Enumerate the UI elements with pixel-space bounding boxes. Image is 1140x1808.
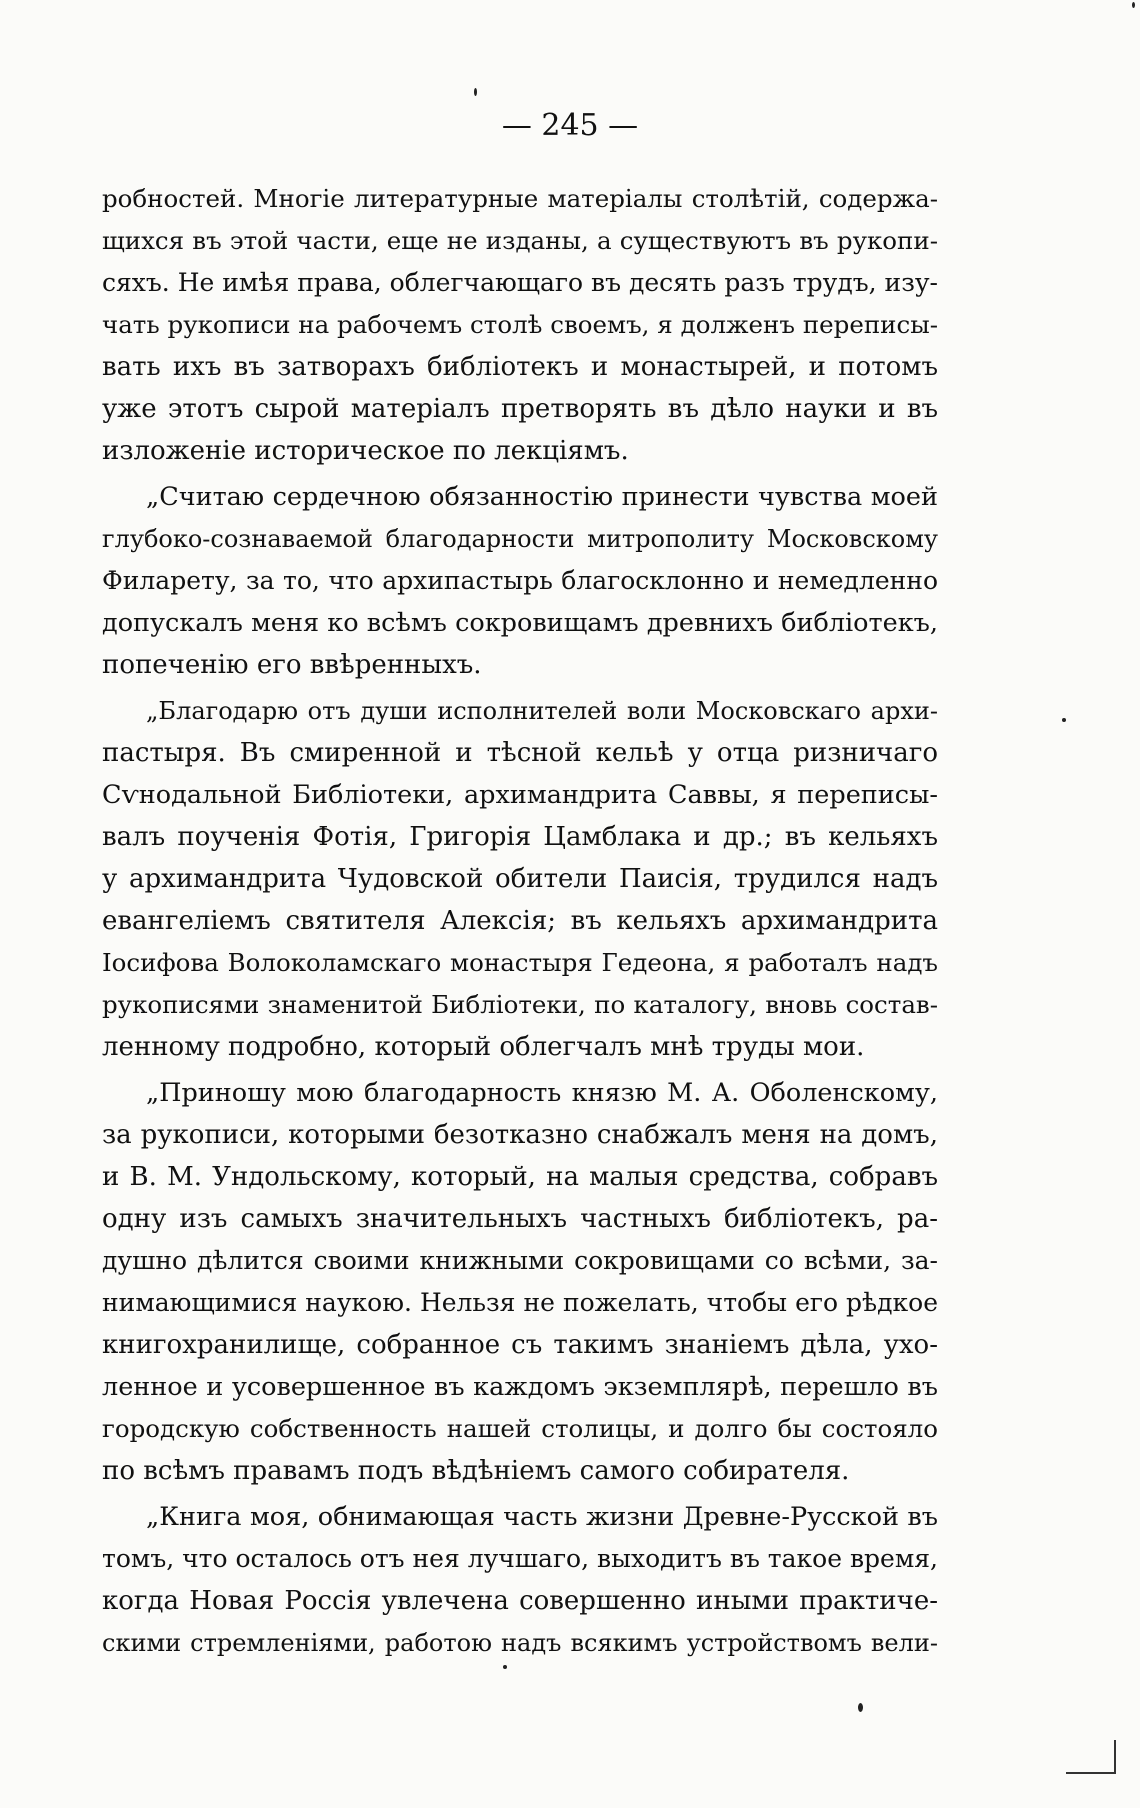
text-line: робностей. Многіе литературные матеріалы столѣтій, содержа-: [102, 184, 938, 213]
text-line: томъ, что осталось отъ нея лучшаго, выходитъ въ такое время,: [102, 1544, 938, 1573]
text-line: скими стремленіями, работою надъ всякимъ устройствомъ вели-: [102, 1629, 938, 1657]
text-line: щихся въ этой части, еще не изданы, а существуютъ въ рукопи-: [102, 226, 938, 255]
text-line: валъ поученія Фотія, Григорія Цамблака и др.; въ кельяхъ: [102, 822, 938, 852]
text-line: книгохранилище, собранное съ такимъ знаніемъ дѣла, ухо-: [102, 1330, 938, 1360]
text-line: Филарету, за то, что архипастырь благосклонно и немедленно: [102, 566, 938, 595]
paragraph-4: [102, 1072, 938, 1492]
scan-speck: [858, 1703, 863, 1712]
crop-mark: [1066, 1772, 1116, 1774]
paragraph-5: [102, 1496, 938, 1664]
text-line: попеченію его ввѣренныхъ.: [102, 650, 482, 680]
scan-speck: [1062, 718, 1066, 722]
text-line: евангеліемъ святителя Алексія; въ кельяхъ архимандрита: [102, 906, 938, 936]
scan-speck: [503, 1665, 507, 1669]
scan-speck: [474, 88, 477, 96]
text-line: сяхъ. Не имѣя права, облегчающаго въ десять разъ трудъ, изу-: [102, 268, 938, 297]
text-line: ленное и усовершенное въ каждомъ экземплярѣ, перешло въ: [102, 1372, 938, 1402]
text-line: когда Новая Россія увлечена совершенно иными практиче-: [102, 1586, 938, 1616]
text-line: чать рукописи на рабочемъ столѣ своемъ, я долженъ переписы-: [102, 310, 938, 339]
text-line: нимающимися наукою. Нельзя не пожелать, чтобы его рѣдкое: [102, 1288, 938, 1317]
text-line: за рукописи, которыми безотказно снабжалъ меня на домъ,: [102, 1120, 938, 1150]
text-line: и В. М. Ундольскому, который, на малыя средства, собравъ: [102, 1162, 938, 1192]
text-line: душно дѣлится своими книжными сокровищами со всѣми, за-: [102, 1246, 938, 1275]
text-line: „Считаю сердечною обязанностію принести чувства моей: [146, 482, 938, 512]
text-line: допускалъ меня ко всѣмъ сокровищамъ древнихъ библіотекъ,: [102, 608, 938, 638]
text-line: городскую собственность нашей столицы, и долго бы состояло: [102, 1414, 938, 1443]
page-number: — 245 —: [501, 108, 639, 143]
text-line: ленному подробно, который облегчалъ мнѣ труды мои.: [102, 1032, 865, 1062]
text-line: пастыря. Въ смиренной и тѣсной кельѣ у отца ризничаго: [102, 738, 938, 768]
text-line: Сѵнодальной Библіотеки, архимандрита Саввы, я переписы-: [102, 780, 938, 810]
paragraph-3: [102, 690, 938, 1068]
text-line: у архимандрита Чудовской обители Паисія, трудился надъ: [102, 864, 938, 894]
text-line: рукописями знаменитой Библіотеки, по каталогу, вновь состав-: [102, 990, 938, 1019]
crop-mark: [1114, 1740, 1116, 1774]
scan-speck: [1132, 2, 1135, 8]
text-line: „Книга моя, обнимающая часть жизни Древне-Русской въ: [146, 1502, 938, 1532]
text-line: изложеніе историческое по лекціямъ.: [102, 436, 629, 466]
body-text: [102, 178, 938, 1668]
text-line: одну изъ самыхъ значительныхъ частныхъ библіотекъ, ра-: [102, 1204, 938, 1234]
text-line: глубоко-сознаваемой благодарности митрополиту Московскому: [102, 525, 938, 553]
text-line: „Благодарю отъ души исполнителей воли Московскаго архи-: [146, 697, 938, 725]
text-line: по всѣмъ правамъ подъ вѣдѣніемъ самого собирателя.: [102, 1456, 850, 1486]
text-line: Іосифова Волоколамскаго монастыря Гедеона, я работалъ надъ: [102, 948, 938, 977]
paragraph-1: [102, 178, 938, 472]
text-line: „Приношу мою благодарность князю М. А. Оболенскому,: [146, 1078, 938, 1108]
text-line: уже этотъ сырой матеріалъ претворять въ дѣло науки и въ: [102, 394, 938, 424]
paragraph-2: [102, 476, 938, 686]
text-line: вать ихъ въ затворахъ библіотекъ и монастырей, и потомъ: [102, 352, 938, 382]
